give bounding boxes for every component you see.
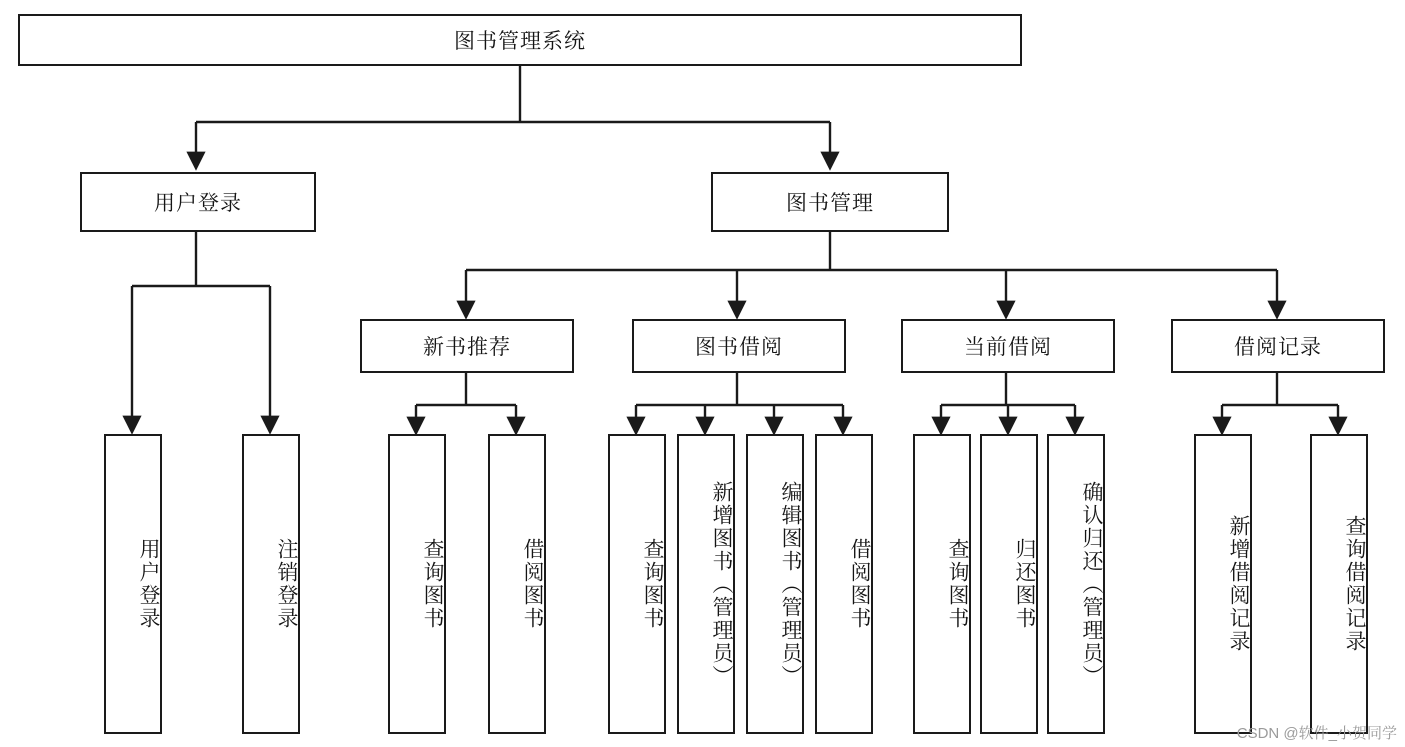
node-new-book-recommend[interactable]: 新书推荐 xyxy=(360,319,574,373)
node-current-borrow[interactable]: 当前借阅 xyxy=(901,319,1115,373)
leaf-borrow-add-book[interactable]: 新增图书（管理员） xyxy=(677,434,735,734)
leaf-current-return[interactable]: 归还图书 xyxy=(980,434,1038,734)
leaf-borrow-edit-book[interactable]: 编辑图书（管理员） xyxy=(746,434,804,734)
node-book-management[interactable]: 图书管理 xyxy=(711,172,949,232)
node-book-borrow[interactable]: 图书借阅 xyxy=(632,319,846,373)
leaf-current-query[interactable]: 查询图书 xyxy=(913,434,971,734)
node-user-login[interactable]: 用户登录 xyxy=(80,172,316,232)
leaf-new-books-query[interactable]: 查询图书 xyxy=(388,434,446,734)
leaf-user-login-login[interactable]: 用户登录 xyxy=(104,434,162,734)
node-root[interactable]: 图书管理系统 xyxy=(18,14,1022,66)
watermark: CSDN @软件_小贺同学 xyxy=(1236,725,1397,742)
leaf-records-query[interactable]: 查询借阅记录 xyxy=(1310,434,1368,734)
leaf-new-books-borrow[interactable]: 借阅图书 xyxy=(488,434,546,734)
leaf-records-add[interactable]: 新增借阅记录 xyxy=(1194,434,1252,734)
leaf-borrow-borrow-book[interactable]: 借阅图书 xyxy=(815,434,873,734)
leaf-borrow-query[interactable]: 查询图书 xyxy=(608,434,666,734)
leaf-user-login-logout[interactable]: 注销登录 xyxy=(242,434,300,734)
leaf-current-confirm-return[interactable]: 确认归还（管理员） xyxy=(1047,434,1105,734)
node-borrow-records[interactable]: 借阅记录 xyxy=(1171,319,1385,373)
